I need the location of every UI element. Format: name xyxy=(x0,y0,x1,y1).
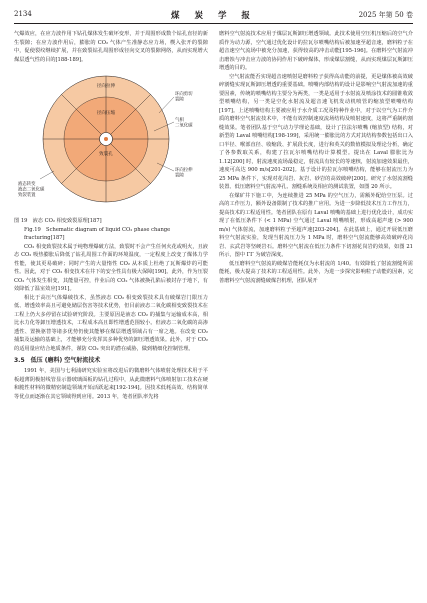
hole-core xyxy=(104,137,108,141)
callout-line: 裂隙 xyxy=(175,173,184,179)
paragraph: 气爆效应，在应力波作用下钻孔煤体发生破坏变形，并于周围形成数个钻孔直径的新生裂隙；在应力波作用后，膨胀的 CO₂ 气体产生准静态应力场，楔入张开的裂隙中，促使裂纹继续扩展，并在致裂钻孔周围形成径向交叉的裂隙网络，从而实现增大煤层透气性的目的[188-189]。 xyxy=(14,31,208,63)
section-heading: 3.5 低压 (磨料) 空气射流技术 xyxy=(14,357,101,364)
paragraph: CO₂ 相变致裂技术属于纯物理爆破方法，致裂时不会产生任何火花或明火，且液态 CO₂ 吸热膨胀后降低了钻孔周围工作面的环境温度，一定程度上改变了煤体力学性能，使其更易破碎；同时产生的大量惰性 CO₂ 从本质上杜绝了瓦斯爆炸的可能性。因此，对于 CO₂ 相变技术在井下的安全性具有极大保障[190]。此外，作为压裂 CO₂ 气体发生相变，其能量可控，作业后的 CO₂ 气体被换孔陷后被封存于地下，有效降低了温室效应[191]。 xyxy=(14,243,208,292)
paragraph: 低压磨料空气射流的破煤岩能耗仅为水射流的 1/40。有效降低了射流割缝所需能耗，极大提高了技术的工程适用性。此外，为进一步探究影响粒子动能的因素，完善磨料空气射流割缝破煤岩机理，团队展开 xyxy=(219,260,413,284)
page-number: 2134 xyxy=(14,10,32,18)
paragraph: 相比于高压气体爆破技术，虽然液态 CO₂ 相变致裂技术具有破煤岩门限压力低、增透效率高且可避免储层伤害等技术优势，但目前液态二氧化碳相变致裂技术在工程上仍大多停留在试验研究阶段。主要原因是液态 CO₂ 的捕集与运输成本高，相比水力化等卸压增透技术，工程成本高且即性增透范围较小。但液态二氧化碳的高渗透性、置换驱替等诸多优势仍使其能够在煤层增透领域占有一席之地。在改变 CO₂ 捕集及运输的基础上，才能够充分发挥其多种优势的卸压增透效果。此外，对于 CO₂ 的适用量应结合地质条件，谨防 CO₂ 突出的潜在威胁，做到精细化控制管理。 xyxy=(14,294,208,352)
paragraph: 1991 年，美国与七利浦研究实验室将改进后的微磨料气体喷射处理技术用于平板超薄阴极射线管显示器玻璃面板的钻孔过程中，从此微磨料气体喷射加工技术在硬和脆性材料的微精密制造领域开始活跃起来[192-194]。因技术低耗高效、结构简单等优点而逐渐在其它领域得到应用。2013 年，笔者团队率先将 xyxy=(14,368,208,400)
callout-line: 液态二氧化碳 xyxy=(18,187,45,193)
callout-line: 裂隙 xyxy=(175,97,184,103)
callout-line: 环向拉伸 xyxy=(175,168,193,173)
right-column xyxy=(219,30,413,593)
callout-shear-crack xyxy=(175,90,194,102)
callout-line: 环向剪切 xyxy=(175,92,193,97)
callout-line: 液态转变 xyxy=(18,182,36,187)
outer-zone-label: 径向拉伸 xyxy=(96,84,116,89)
left-column xyxy=(14,30,208,593)
header-rule xyxy=(14,23,413,24)
figure-19 xyxy=(14,67,208,217)
paragraph: 磨料空气射流技术应用于煤层瓦斯卸压增透领域。此技术使用空压机压缩后的空气介质作为动力源，空气通过优化设计的拉瓦尔喷嘴结构后被加速至超音速，磨料粒子在超音速空气流场中被充分加速，获得较高的冲击动能[195-196]。在磨料空气射流冲击磨蚀与冲击应力波的协同作用下破碎煤体，形成煤层割缝，从而实现煤层瓦斯卸压增透的目的。 xyxy=(219,31,413,71)
figure-caption-cn: 图 19 液态 CO₂ 相变致裂原理[187] xyxy=(14,218,102,224)
co2-fracturing-diagram xyxy=(14,67,208,217)
journal-title: 煤 炭 学 报 xyxy=(171,11,256,21)
callout-line: 二氧化碳 xyxy=(175,123,193,129)
figure-caption-en: Fig.19 Schematic diagram of liquid CO₂ phase change xyxy=(24,226,171,233)
inner-zone-label: 径向压缩 xyxy=(96,111,116,116)
volume-info: 2025 年第 50 卷 xyxy=(358,11,413,19)
callout-tension-crack xyxy=(175,166,194,178)
callout-device xyxy=(18,180,46,198)
callout-gas-co2 xyxy=(175,116,193,128)
paragraph: 空气射流能否实现超音速喷射是磨料粒子获得高动能的前提，更是煤体被高效破碎割缝实现瓦斯卸压增透的重要基础。喷嘴内部结构的设计是影响空气射流加速的重要因素，传统的喷嘴结构主要分为两类，一类是适用于水射流及喷涂技术的圆锥收敛型喷嘴结构，另一类是空化水射流及超音速飞机发动机喷管的缩放型喷嘴结构[197]。上述喷嘴结构主要被应用于水介质工况及特种作业中，对于以空气为工作介质的磨料空气射流技术中，不能有效控制速度流场结构及喷射速度，这将严重制约割缝效果。笔者团队基于空气动力学理论基础，设计了拉法尔喷嘴 (缩放型) 结构，对新型的 Laval 喷嘴结构[198-199]，采用统一膨胀比的方式对其结构参数包括出口入口半径、喉部直径、收缩段、扩展段长度，进行和英关的数值模拟及理论分析，确定了各参数取关系，构建了拉瓦尔喷嘴结构计算模型。提出在 Laval 膨胀比为 1.12[200] 时，射流速度流场最稳定，射流具有较长的等速核，射流加速效果最佳，速度可高达 900 m/s[201-202]。基于设计的拉瓦尔喷嘴结构，能够在射流压力为 25 MPa 条件下，实现对花岗岩、灰岩、砂岩的高效破碎[200]。研究了水射流割缝装置、低压磨料空气射流冲孔、割缝系统及相应的测试装置，如图 20 所示。 xyxy=(219,73,413,190)
leader-line xyxy=(159,97,174,113)
paragraph: 在煤矿井下施工中，为连续推进 25 MPa 的空气压力，需额外配给空压泵。过高的工作压力，额外设备限制了技术的推广应用。为进一步降低技术压力工作压力，提高技术的工程适用性。笔者团队在原有 Laval 喷嘴的基础上进行优化设计，成功实现了在低压条件下 (< 1 MPa) 空气通过 Laval 喷嘴喷射，形成高超声速 (> 900 m/s) 气体射流，加速磨料粒子至超声速[203-204]。在此基础上，通过开展低压磨料空气射流实验，发现当射流压力为 1 MPa 时，磨料空气射流能够高效破碎花岗岩、玄武岩等坚硬岩石。磨料空气射流在低压力条件下切割花岗岩的效果，如图 21 所示，图中 ΓΓ 为破岩深度。 xyxy=(219,192,413,258)
leader-line xyxy=(40,171,54,179)
callout-line: 致裂装置 xyxy=(18,192,36,198)
figure-caption-en-cont: fracturing[187] xyxy=(24,235,65,241)
hole-label: 致裂孔 xyxy=(99,152,113,157)
running-header xyxy=(14,9,413,22)
callout-line: 气相 xyxy=(175,118,184,123)
